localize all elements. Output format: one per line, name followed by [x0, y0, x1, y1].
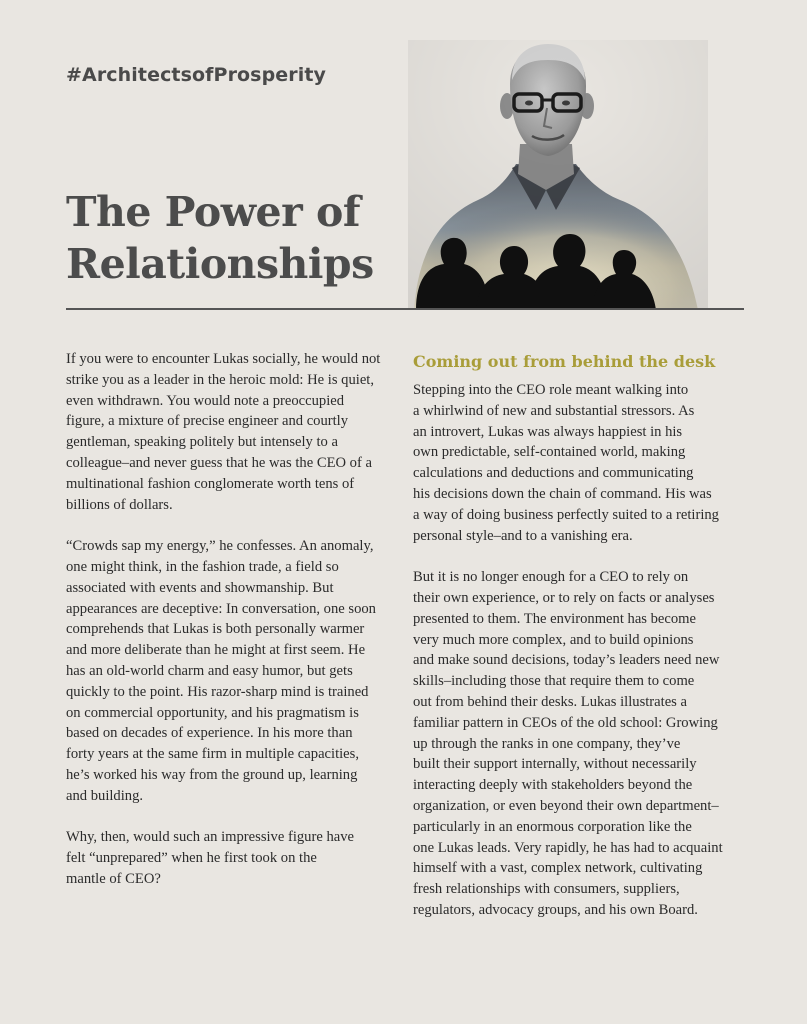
- text-line: appearances are deceptive: In conversation, one soon: [66, 600, 376, 617]
- text-line: familiar pattern in CEOs of the old school: Growing: [413, 714, 718, 731]
- right-column: [413, 350, 749, 942]
- text-line: quickly to the point. His razor-sharp mind is trained: [66, 683, 369, 700]
- text-line: organization, or even beyond their own department–: [413, 797, 719, 814]
- text-line: and more deliberate than he might at first seem. He: [66, 642, 366, 659]
- text-line: built their support internally, without necessarily: [413, 756, 697, 773]
- text-line: one might think, in the fashion trade, a field so: [66, 558, 339, 575]
- text-line: an introvert, Lukas was always happiest in his: [413, 423, 683, 440]
- text-line: a whirlwind of new and substantial stressors. As: [413, 402, 695, 419]
- text-line: a way of doing business perfectly suited to a retiring: [413, 506, 719, 523]
- text-line: his decisions down the chain of command. His was: [413, 485, 712, 502]
- text-line: and building.: [66, 787, 144, 804]
- text-line: strike you as a leader in the heroic mold: He is quiet,: [66, 371, 375, 388]
- text-line: But it is no longer enough for a CEO to rely on: [413, 569, 689, 586]
- body-paragraph-3: [66, 827, 401, 889]
- text-line: very much more complex, and to build opinions: [413, 631, 694, 648]
- text-line: multinational fashion conglomerate worth tens of: [66, 475, 355, 492]
- text-line: interacting deeply with stakeholders beyond the: [413, 777, 693, 794]
- text-line: on commercial opportunity, and his pragmatism is: [66, 704, 359, 721]
- text-line: and make sound decisions, today’s leaders need new: [413, 652, 720, 669]
- text-line: has an old-world charm and easy humor, but gets: [66, 662, 353, 679]
- text-line: out from behind their desks. Lukas illustrates a: [413, 693, 687, 710]
- ceo-portrait-image: [408, 40, 708, 310]
- text-line: based on decades of experience. In his more than: [66, 725, 353, 742]
- text-line: presented to them. The environment has become: [413, 610, 697, 627]
- title-divider-rule: [66, 308, 744, 310]
- page-title-line-2: Relationships: [66, 240, 374, 288]
- text-line: associated with events and showmanship. But: [66, 579, 334, 596]
- text-line: personal style–and to a vanishing era.: [413, 527, 633, 544]
- text-line: felt “unprepared” when he first took on the: [66, 850, 317, 867]
- text-line: colleague–and never guess that he was the CEO of a: [66, 454, 372, 471]
- body-paragraph-1: [66, 349, 401, 515]
- text-line: particularly in an enormous corporation like the: [413, 818, 692, 835]
- text-line: their own experience, or to rely on facts or analyses: [413, 589, 715, 606]
- text-line: mantle of CEO?: [66, 870, 161, 887]
- text-line: Why, then, would such an impressive figure have: [66, 829, 355, 846]
- text-line: he’s worked his way from the ground up, learning: [66, 766, 358, 783]
- page-title: [66, 186, 374, 290]
- left-column: [66, 349, 401, 911]
- text-line: regulators, advocacy groups, and his own Board.: [413, 901, 698, 918]
- text-line: forty years at the same firm in multiple capacities,: [66, 746, 359, 763]
- text-line: up through the ranks in one company, they’ve: [413, 735, 681, 752]
- text-line: figure, a mixture of precise engineer and courtly: [66, 413, 349, 430]
- text-line: calculations and deductions and communicating: [413, 465, 694, 482]
- text-line: gentleman, speaking politely but intensely to a: [66, 434, 338, 451]
- text-line: Stepping into the CEO role meant walking into: [413, 382, 689, 398]
- body-paragraph-5: [413, 567, 749, 921]
- hashtag-label: #ArchitectsofProsperity: [66, 64, 327, 86]
- text-line: own predictable, self-contained world, making: [413, 444, 686, 461]
- page-title-line-1: The Power of: [66, 188, 360, 236]
- text-line: one Lukas leads. Very rapidly, he has had to acquaint: [413, 839, 723, 856]
- text-line: billions of dollars.: [66, 496, 173, 513]
- text-line: “Crowds sap my energy,” he confesses. An anomaly,: [66, 538, 374, 555]
- text-line: If you were to encounter Lukas socially, he would not: [66, 351, 381, 367]
- text-line: comprehends that Lukas is both personally warmer: [66, 621, 365, 638]
- text-line: even withdrawn. You would note a preoccupied: [66, 392, 345, 409]
- text-line: skills–including those that require them to come: [413, 673, 695, 690]
- text-line: fresh relationships with consumers, suppliers,: [413, 881, 680, 898]
- body-paragraph-2: [66, 536, 401, 806]
- text-line: himself with a vast, complex network, cultivating: [413, 860, 703, 877]
- section-subheading: Coming out from behind the desk: [413, 352, 716, 371]
- body-paragraph-4: [413, 380, 749, 546]
